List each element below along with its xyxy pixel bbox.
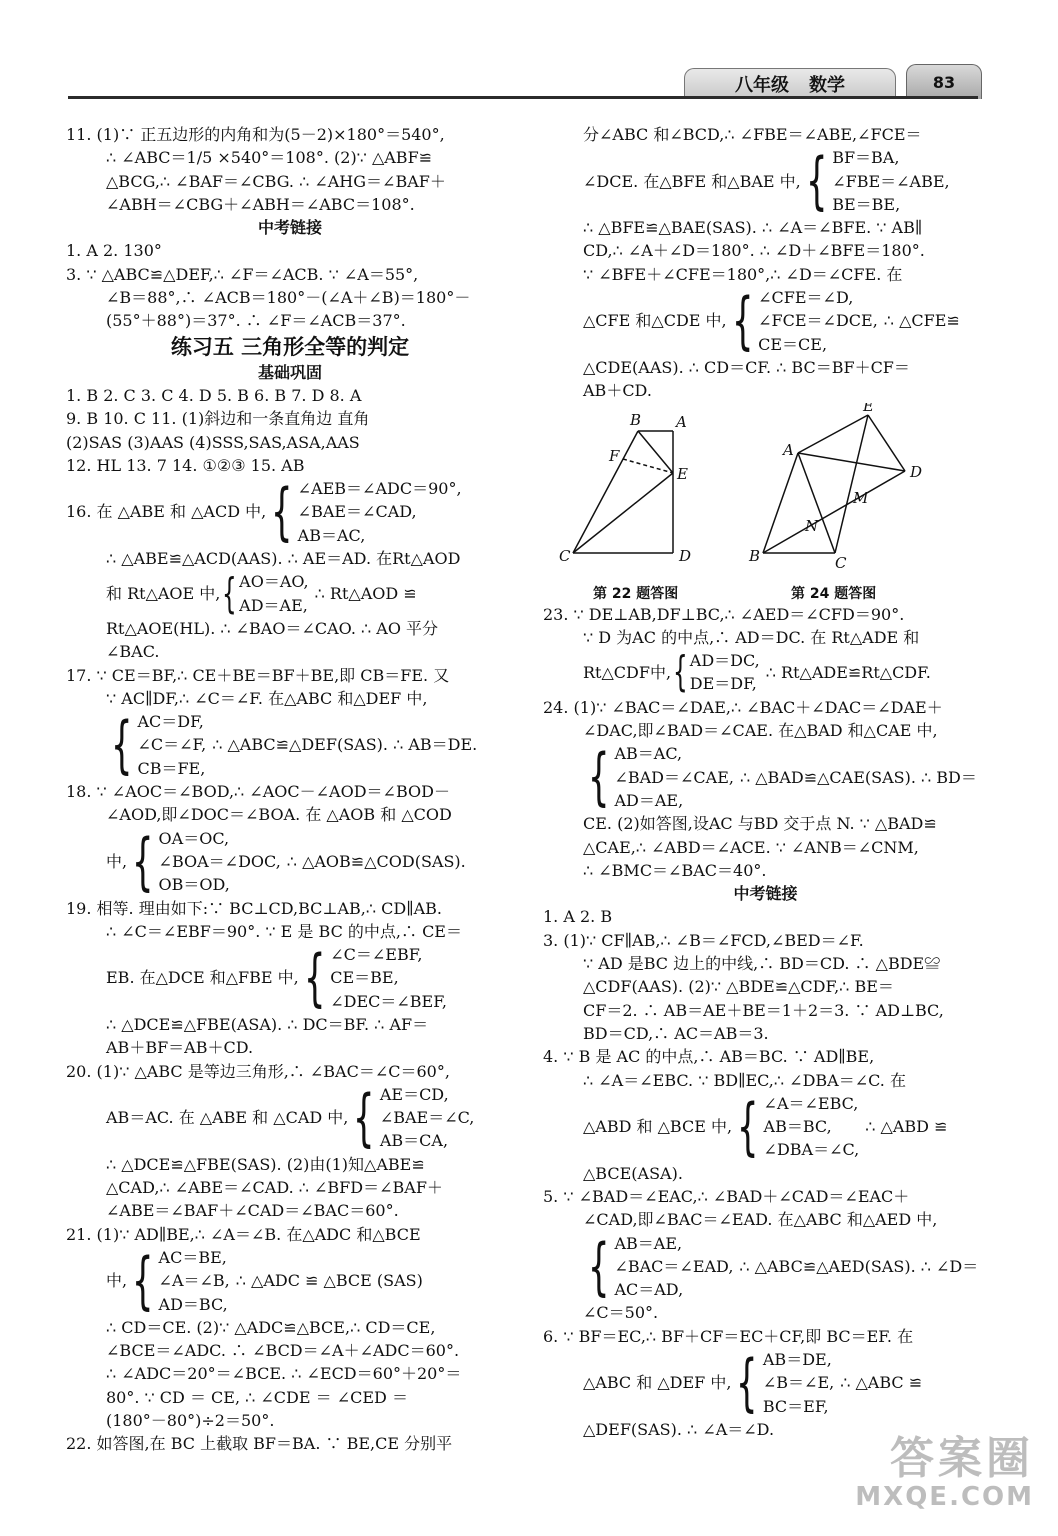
equation-system: △ABC 和 △DEF 中, { AB＝DE, ∠B＝∠E, BC＝EF, ∴ △ABC ≌ [583, 1346, 923, 1419]
answer-line: ∠BAC. [106, 642, 160, 662]
fig24-label-a: A [783, 440, 794, 459]
answer-line: 1. A 2. B [543, 907, 613, 927]
answer-line: ∴ ∠A＝∠EBC. ∵ BD∥EC,∴ ∠DBA＝∠C. 在 [583, 1070, 906, 1090]
page-header [0, 0, 1058, 110]
answer-line: ∴ △DCE≌△FBE(SAS). (2)由(1)知△ABE≌ [106, 1154, 425, 1174]
figure-22 [573, 431, 673, 553]
fig24-label-n: N [805, 516, 819, 535]
watermark-logo: 答案圈 MXQE.COM [855, 1433, 1034, 1512]
answer-line: 17. ∵ CE＝BF,∴ CE＋BE＝BF＋BE,即 CB＝FE. 又 [66, 665, 450, 685]
fig24-segment-ad [798, 453, 905, 471]
equation-system: 中, { AC＝BE, ∠A＝∠B, AD＝BC, ∴ △ADC ≌ △BCE (SAS) [106, 1243, 423, 1317]
fig22-segment-cb [573, 431, 638, 553]
answer-line: (2)SAS (3)AAS (4)SSS,SAS,ASA,AAS [66, 432, 360, 452]
chapter-title: 练习五 三角形全等的判定 [170, 334, 410, 359]
section-heading: 中考链接 [733, 884, 798, 904]
answer-line: △CDE(AAS). ∴ CD＝CF. ∴ BC＝BF＋CF＝ [583, 357, 910, 377]
answer-line: ∴ △ABE≌△ACD(AAS). ∴ AE＝AD. 在Rt△AOD [106, 549, 461, 569]
answer-line: ∴ ∠ADC＝20°＝∠BCE. ∴ ∠ECD＝60°＋20°＝ [106, 1364, 462, 1384]
figure-24 [763, 415, 905, 553]
equation-system: { AC＝DF, ∠C＝∠F, CB＝FE, ∴ △ABC≌△DEF(SAS). ∴ AB＝DE. [110, 708, 478, 782]
fig24-segment-bd [763, 471, 905, 553]
answer-line: ∠CAD,即∠BAC＝∠EAD. 在△ABC 和△AED 中, [583, 1210, 938, 1230]
answer-line: △CDF(AAS). (2)∵ △BDE≌△CDF,∴ BE＝ [583, 977, 894, 997]
answer-line: △CAE,∴ ∠ABD＝∠ACE. ∵ ∠ANB＝∠CNM, [583, 837, 919, 857]
answer-line: 1. B 2. C 3. C 4. D 5. B 6. B 7. D 8. A [66, 385, 362, 405]
answer-line: 分∠ABC 和∠BCD,∴ ∠FBE＝∠ABE,∠FCE＝ [583, 125, 922, 144]
answer-line: 6. ∵ BF＝EC,∴ BF＋CF＝EC＋CF,即 BC＝EF. 在 [543, 1326, 914, 1346]
answer-line: 23. ∵ DE⊥AB,DF⊥BC,∴ ∠AED＝∠CFD＝90°. [543, 604, 905, 624]
answer-line: ∴ ∠C＝∠EBF＝90°. ∵ E 是 BC 的中点,∴ CE＝ [106, 921, 462, 941]
fig24-label-d: D [910, 462, 923, 481]
subject-label: 数学 [809, 75, 845, 96]
answer-line: 9. B 10. C 11. (1)斜边和一条直角边 直角 [66, 409, 370, 429]
answer-line: 3. ∵ △ABC≌△DEF,∴ ∠F＝∠ACB. ∵ ∠A＝55°, [66, 264, 419, 284]
fig24-label-e: E [863, 402, 874, 415]
equation-system: EB. 在△DCE 和△FBE 中, { ∠C＝∠EBF, CE＝BE, ∠DEC＝∠BEF, [106, 941, 447, 1015]
answer-line: ∠ABE＝∠BAF＋∠CAD＝∠BAC＝60°. [106, 1201, 399, 1221]
fig22-label-c: C [559, 546, 571, 565]
answer-line: 80°. ∵ CD ＝ CE, ∴ ∠CDE ＝ ∠CED ＝ [106, 1387, 408, 1407]
answer-line: ∵ AC∥DF,∴ ∠C＝∠F. 在△ABC 和△DEF 中, [106, 688, 428, 708]
equation-system: ∠DCE. 在△BFE 和△BAE 中, { BF＝BA, ∠FBE＝∠ABE, BE＝BE, [583, 144, 950, 218]
answer-line: (55°＋88°)＝37°. ∴ ∠F＝∠ACB＝37°. [106, 311, 406, 331]
answer-line: 21. (1)∵ AD∥BE,∴ ∠A＝∠B. 在△ADC 和△BCE [66, 1224, 421, 1244]
answer-line: ∠ABH＝∠CBG＋∠ABH＝∠ABC＝108°. [106, 194, 415, 214]
equation-system: Rt△CDF中, { AD＝DC, DE＝DF, ∴ Rt△ADE≌Rt△CDF. [583, 647, 931, 697]
fig22-label-b: B [630, 410, 642, 429]
answer-line: ∠C＝50°. [583, 1303, 659, 1323]
equation-system: 16. 在 △ABE 和 △ACD 中, { ∠AEB＝∠ADC＝90°, ∠BAE＝∠CAD, AB＝AC, [66, 475, 462, 549]
equation-system: { AB＝AE, ∠BAC＝∠EAD, AC＝AD, ∴ △ABC≌△AED(SAS). ∴ ∠D＝ [587, 1229, 979, 1303]
equation-system: { AB＝AC, ∠BAD＝∠CAE, AD＝AE, ∴ △BAD≌△CAE(SAS). ∴ BD＝ [587, 740, 977, 814]
answer-line: Rt△AOE(HL). ∴ ∠BAO＝∠CAO. ∴ AO 平分 [106, 618, 439, 638]
answer-line: 20. (1)∵ △ABC 是等边三角形,∴ ∠BAC＝∠C＝60°, [66, 1061, 450, 1081]
page-number: 83 [906, 64, 982, 99]
answer-line: ∵ AD 是BC 边上的中线,∴ BD＝CD. ∴ △BDE≌ [583, 954, 941, 974]
header-rule [68, 96, 978, 99]
fig24-segment-ae [798, 415, 868, 453]
answer-line: 18. ∵ ∠AOC＝∠BOD,∴ ∠AOC－∠AOD＝∠BOD－ [66, 782, 450, 802]
answer-line: 3. (1)∵ CF∥AB,∴ ∠B＝∠FCD,∠BED＝∠F. [543, 930, 864, 950]
answer-line: 22. 如答图,在 BC 上截取 BF＝BA. ∵ BE,CE 分别平 [66, 1434, 453, 1454]
fig24-segment-ce [835, 415, 868, 553]
answer-line: ∴ ∠BMC＝∠BAC＝40°. [583, 860, 767, 880]
answer-line: ∵ D 为AC 的中点,∴ AD＝DC. 在 Rt△ADE 和 [583, 627, 920, 647]
fig22-label-e: E [677, 464, 688, 483]
fig22-segment-fe [623, 459, 673, 473]
equation-system: 中, { OA＝OC, ∠BOA＝∠DOC, OB＝OD, ∴ △AOB≌△COD(SAS). [106, 824, 466, 898]
fig24-segment-ed [868, 415, 905, 471]
section-heading: 基础巩固 [257, 362, 322, 382]
equation-system: AB＝AC. 在 △ABE 和 △CAD 中, { AE＝CD, ∠BAE＝∠C, AB＝CA, [106, 1080, 475, 1154]
answer-line: △CAD,∴ ∠ABE＝∠CAD. ∴ ∠BFD＝∠BAF＋ [106, 1178, 443, 1198]
answer-line: 1. A 2. 130° [66, 241, 162, 261]
answer-line: BD＝CD,∴ AC＝AB＝3. [583, 1023, 769, 1043]
fig24-segment-ab [763, 453, 798, 553]
answer-line: 4. ∵ B 是 AC 的中点,∴ AB＝BC. ∵ AD∥BE, [543, 1047, 875, 1067]
equation-system: △CFE 和△CDE 中, { ∠CFE＝∠D, ∠FCE＝∠DCE, CE＝CE, ∴ △CFE≌ [583, 284, 960, 358]
equation-system: △ABD 和 △BCE 中, { ∠A＝∠EBC, AB＝BC, ∠DBA＝∠C, ∴ △ABD ≌ [583, 1089, 948, 1163]
answer-line: 11. (1)∵ 正五边形的内角和为(5－2)×180°＝540°, [66, 125, 445, 144]
answer-line: ∠AOD,即∠DOC＝∠BOA. 在 △AOB 和 △COD [106, 805, 452, 825]
grade-subject-tab [684, 68, 896, 99]
answer-line: △BCG,∴ ∠BAF＝∠CBG. ∴ ∠AHG＝∠BAF＋ [106, 171, 446, 191]
answer-line: CE. (2)如答图,设AC 与BD 交于点 N. ∵ △BAD≌ [583, 814, 937, 834]
equation-system: 和 Rt△AOE 中, { AO＝AO, AD＝AE, ∴ Rt△AOD ≌ [106, 568, 417, 618]
answer-line: ∴ ∠ABC＝1/5 ×540°＝108°. (2)∵ △ABF≌ [106, 148, 433, 168]
answer-line: AB＋BF＝AB＋CD. [106, 1038, 254, 1058]
fig24-label-c: C [835, 553, 847, 572]
answer-line: CD,∴ ∠A＋∠D＝180°. ∴ ∠D＋∠BFE＝180°. [583, 241, 925, 261]
figure-24-caption: 第 24 题答图 [791, 585, 877, 602]
right-column [543, 123, 988, 1441]
answer-line: AB＋CD. [583, 381, 652, 401]
fig22-label-a: A [676, 412, 687, 431]
fig24-segment-ac [798, 453, 835, 553]
answer-line: △DEF(SAS). ∴ ∠A＝∠D. [583, 1419, 775, 1439]
fig24-label-m: M [853, 488, 869, 507]
answer-figures [543, 403, 988, 603]
left-column [66, 123, 514, 1456]
answer-line: ∠DAC,即∠BAD＝∠CAE. 在△BAD 和△CAE 中, [583, 721, 938, 741]
fig22-label-f: F [609, 446, 620, 465]
answer-line: ∠B＝88°,∴ ∠ACB＝180°－(∠A＋∠B)＝180°－ [106, 288, 471, 308]
figures-svg [543, 403, 988, 583]
answer-line: 19. 相等. 理由如下:∵ BC⊥CD,BC⊥AB,∴ CD∥AB. [66, 898, 442, 918]
answer-line: ∴ △DCE≌△FBE(ASA). ∴ DC＝BF. ∴ AF＝ [106, 1014, 429, 1034]
answer-line: (180°－80°)÷2＝50°. [106, 1411, 275, 1431]
section-heading: 中考链接 [257, 218, 322, 238]
fig22-segment-be [638, 431, 673, 473]
answer-line: ∴ CD＝CE. (2)∵ △ADC≌△BCE,∴ CD＝CE, [106, 1317, 436, 1337]
answer-line: 24. (1)∵ ∠BAC＝∠DAE,∴ ∠BAC＋∠DAC＝∠DAE＋ [543, 697, 943, 717]
answer-line: ∴ △BFE≌△BAE(SAS). ∴ ∠A＝∠BFE. ∵ AB∥ [583, 218, 923, 238]
fig22-label-d: D [679, 546, 692, 565]
fig24-label-b: B [749, 546, 761, 565]
answer-line: ∠BCE＝∠ADC. ∴ ∠BCD＝∠A＋∠ADC＝60°. [106, 1341, 460, 1361]
answer-line: CF＝2. ∴ AB＝AE＋BE＝1＋2＝3. ∵ AD⊥BC, [583, 1000, 944, 1020]
answer-line: ∵ ∠BFE＋∠CFE＝180°,∴ ∠D＝∠CFE. 在 [583, 264, 903, 284]
grade-label: 八年级 [735, 75, 789, 96]
figure-22-caption: 第 22 题答图 [593, 585, 679, 602]
fig22-segment-ce [573, 473, 673, 553]
answer-line: 12. HL 13. 7 14. ①②③ 15. AB [66, 455, 305, 475]
answer-line: △BCE(ASA). [583, 1163, 683, 1183]
answer-line: 5. ∵ ∠BAD＝∠EAC,∴ ∠BAD＋∠CAD＝∠EAC＋ [543, 1186, 910, 1206]
